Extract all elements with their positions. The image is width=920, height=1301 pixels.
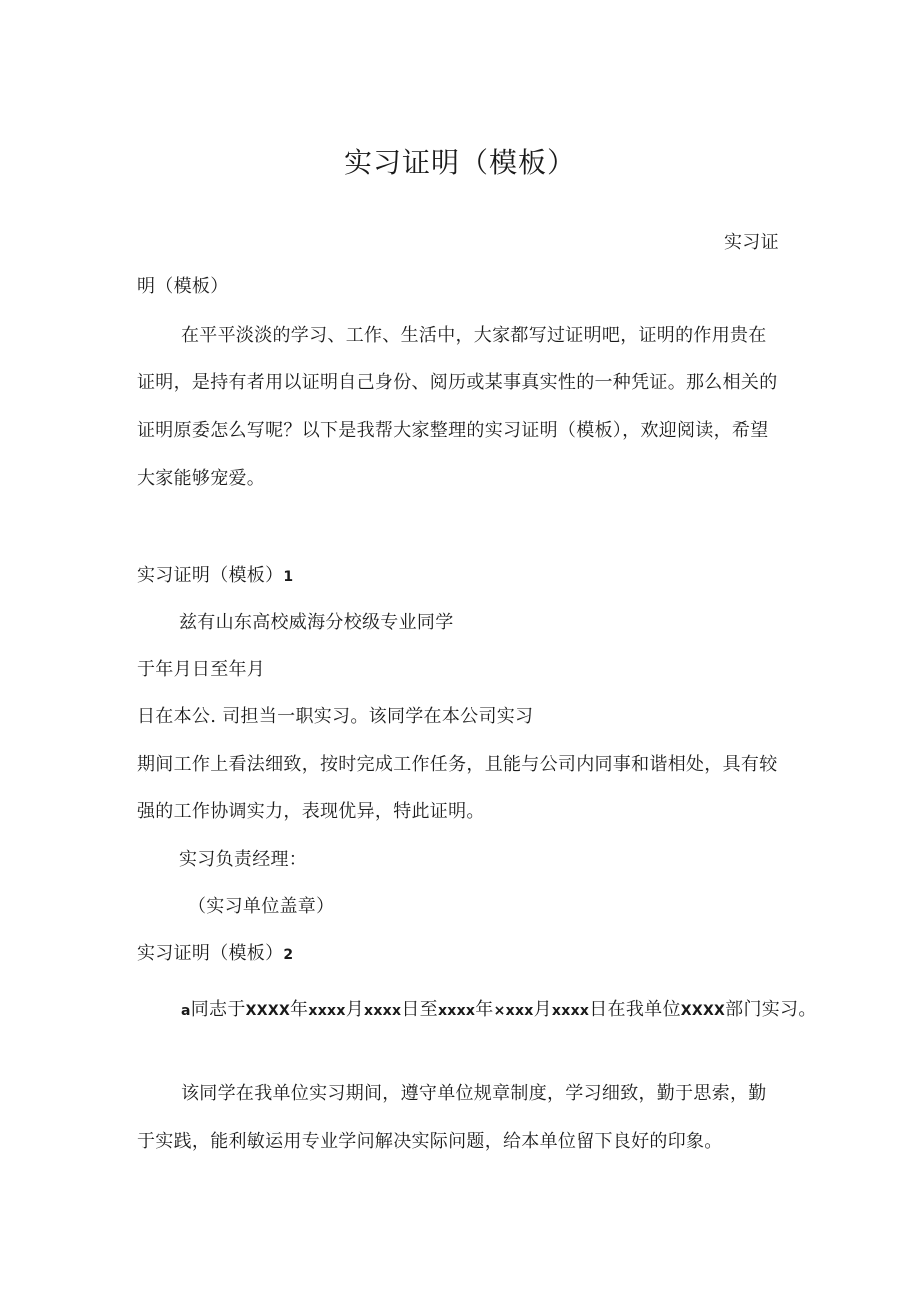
section1-manager: 实习负责经理： xyxy=(179,849,308,870)
document-title: 实习证明（模板） xyxy=(343,146,576,179)
intro-head-right: 实习证 xyxy=(724,232,779,253)
section2-part: a xyxy=(181,1003,191,1019)
section2-part: 月 xyxy=(533,999,552,1020)
section1-line: 于年月日至年月 xyxy=(137,659,266,680)
section2-part: 年 xyxy=(475,999,494,1020)
section1-line: 强的工作协调实力，表现优异，特此证明。 xyxy=(137,801,485,822)
section2-part: XXXX xyxy=(245,1003,291,1019)
section2-part: xxxx xyxy=(551,1003,590,1019)
section2-part: 同志于 xyxy=(190,999,246,1020)
section2-heading xyxy=(137,942,293,967)
section2-part: 日在我单位 xyxy=(589,999,681,1020)
section2-heading-text: 实习证明（模板） xyxy=(137,943,284,964)
section2-para-line: 于实践，能利敏运用专业学问解决实际问题，给本单位留下良好的印象。 xyxy=(137,1131,723,1152)
section1-line: 期间工作上看法细致，按时完成工作任务，且能与公司内同事和谐相处，具有较 xyxy=(137,754,778,775)
section1-stamp: （实习单位盖章） xyxy=(188,896,335,917)
intro-line: 证明，是持有者用以证明自己身份、阅历或某事真实性的一种凭证。那么相关的 xyxy=(137,372,778,393)
section1-line: 兹有山东高校威海分校级专业同学 xyxy=(179,612,454,633)
section1-heading-text: 实习证明（模板） xyxy=(137,565,284,586)
section2-part: 月 xyxy=(345,999,364,1020)
section1-heading xyxy=(137,564,293,589)
section1-heading-number: 1 xyxy=(283,569,294,585)
section2-part: xxxx xyxy=(437,1003,476,1019)
section2-part: xxxx xyxy=(308,1003,346,1019)
section2-part: xxxx xyxy=(364,1003,402,1019)
section2-line1 xyxy=(181,998,817,1023)
section2-heading-number: 2 xyxy=(283,947,294,963)
intro-line: 在平平淡淡的学习、工作、生活中，大家都写过证明吧，证明的作用贵在 xyxy=(181,325,767,346)
intro-line: 大家能够宠爱。 xyxy=(137,468,266,489)
section2-part: 部门实习。 xyxy=(725,999,817,1020)
section2-part: ×xxx xyxy=(493,1003,534,1019)
section2-para-line: 该同学在我单位实习期间，遵守单位规章制度，学习细致，勤于思索，勤 xyxy=(181,1083,767,1104)
intro-line: 证明原委怎么写呢？以下是我帮大家整理的实习证明（模板），欢迎阅读，希望 xyxy=(137,420,769,441)
intro-head-left: 明（模板） xyxy=(137,276,229,297)
section1-line: 日在本公. 司担当一职实习。该同学在本公司实习 xyxy=(137,706,534,727)
section2-part: XXXX xyxy=(680,1003,726,1019)
section2-part: 年 xyxy=(290,999,309,1020)
section2-part: 日至 xyxy=(401,999,438,1020)
